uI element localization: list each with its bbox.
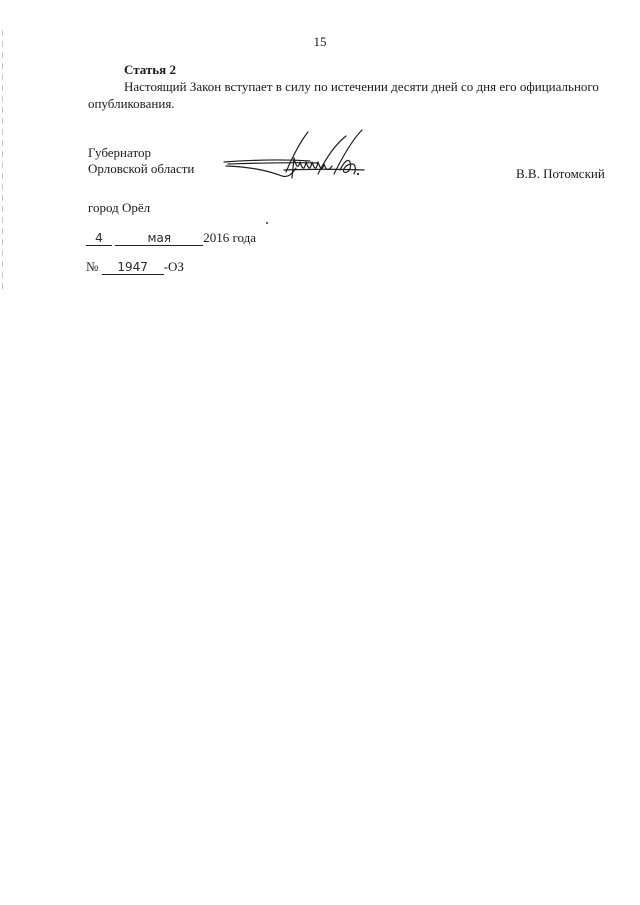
stray-mark [266, 222, 268, 224]
law-number-suffix: -ОЗ [163, 259, 184, 274]
signing-date [86, 230, 256, 246]
date-month: мая [115, 231, 203, 246]
signer-title-line-2: Орловской области [88, 161, 195, 176]
page-number: 15 [313, 34, 327, 49]
signer-title-line-1: Губернатор [88, 145, 151, 160]
article-body-line-2: опубликования. [88, 96, 175, 111]
handwritten-signature [222, 128, 372, 190]
city-name: город Орёл [88, 200, 151, 215]
article-body [88, 78, 614, 112]
article-body-line-1: Настоящий Закон вступает в силу по истечении десяти дней со дня его официального [124, 79, 599, 94]
scan-edge-marks [2, 30, 3, 290]
date-year: 2016 года [203, 230, 257, 245]
signer-name: В.В. Потомский [516, 166, 605, 181]
signer-title [88, 145, 194, 177]
law-number [86, 259, 184, 275]
article-title: Статья 2 [124, 62, 176, 77]
law-number-prefix: № [86, 259, 99, 274]
law-number-value: 1947 [102, 260, 164, 275]
date-day: 4 [86, 231, 112, 246]
